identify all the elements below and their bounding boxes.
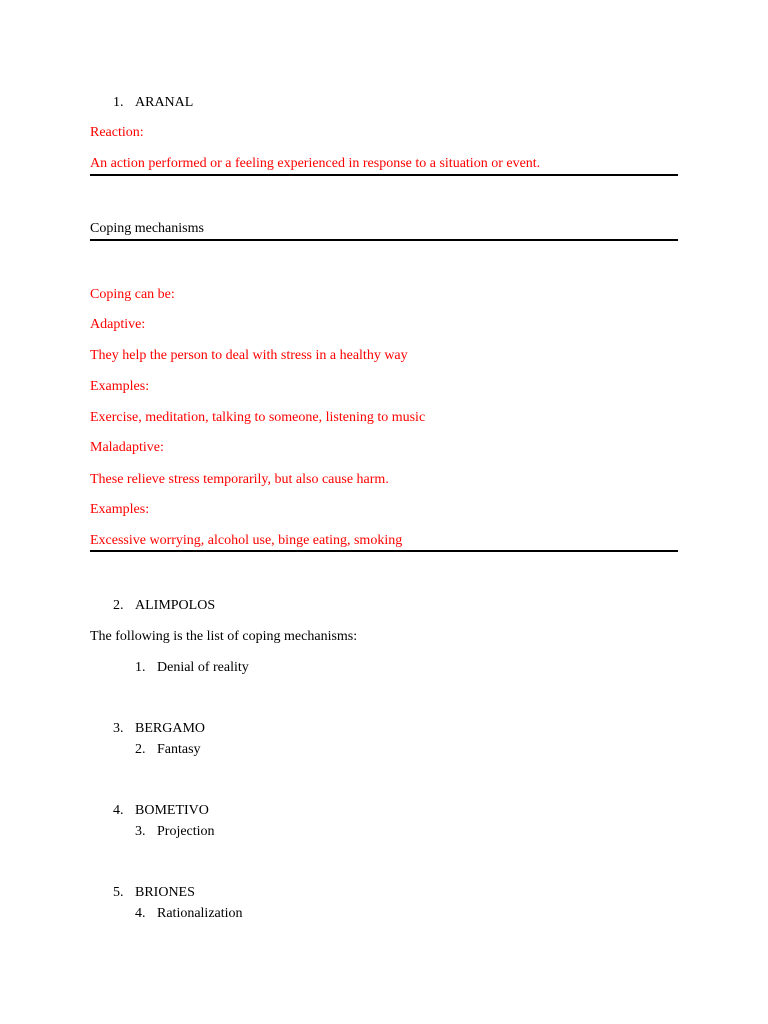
mechanism-number: 3. [135,824,146,839]
section-heading-alimpolos [113,598,215,614]
coping-mechanisms-heading: Coping mechanisms [90,221,204,236]
maladaptive-examples: Excessive worrying, alcohol use, binge eating, smoking [90,533,403,548]
horizontal-rule [90,239,678,241]
mechanism-name: Projection [157,824,215,839]
section-number: 4. [113,803,124,818]
adaptive-examples-label: Examples: [90,379,150,394]
section-name: ARANAL [135,95,194,110]
mechanism-number: 4. [135,906,146,921]
adaptive-examples: Exercise, meditation, talking to someone, listening to music [90,410,426,425]
mechanism-item [135,660,249,676]
mechanism-name: Denial of reality [157,660,249,675]
mechanism-number: 2. [135,742,146,757]
mechanism-name: Fantasy [157,742,201,757]
section-number: 2. [113,598,124,613]
horizontal-rule [90,550,678,552]
section-name: BOMETIVO [135,803,209,818]
section-number: 1. [113,95,124,110]
section-number: 5. [113,885,124,900]
adaptive-label: Adaptive: [90,317,146,332]
section-number: 3. [113,721,124,736]
section-heading-bergamo [113,721,205,737]
coping-list-intro: The following is the list of coping mechanisms: [90,629,358,644]
reaction-definition: An action performed or a feeling experienced in response to a situation or event. [90,156,541,171]
mechanism-item [135,742,201,758]
section-name: BERGAMO [135,721,206,736]
reaction-label: Reaction: [90,125,144,140]
horizontal-rule [90,174,678,176]
section-name: BRIONES [135,885,195,900]
section-heading-aranal [113,95,193,111]
section-heading-bometivo [113,803,209,819]
mechanism-item [135,824,215,840]
maladaptive-examples-label: Examples: [90,502,150,517]
coping-can-be: Coping can be: [90,287,175,302]
mechanism-item [135,906,243,922]
section-name: ALIMPOLOS [135,598,216,613]
adaptive-description: They help the person to deal with stress in a healthy way [90,348,408,363]
mechanism-name: Rationalization [157,906,243,921]
maladaptive-label: Maladaptive: [90,440,164,455]
mechanism-number: 1. [135,660,146,675]
maladaptive-description: These relieve stress temporarily, but also cause harm. [90,472,389,487]
section-heading-briones [113,885,195,901]
